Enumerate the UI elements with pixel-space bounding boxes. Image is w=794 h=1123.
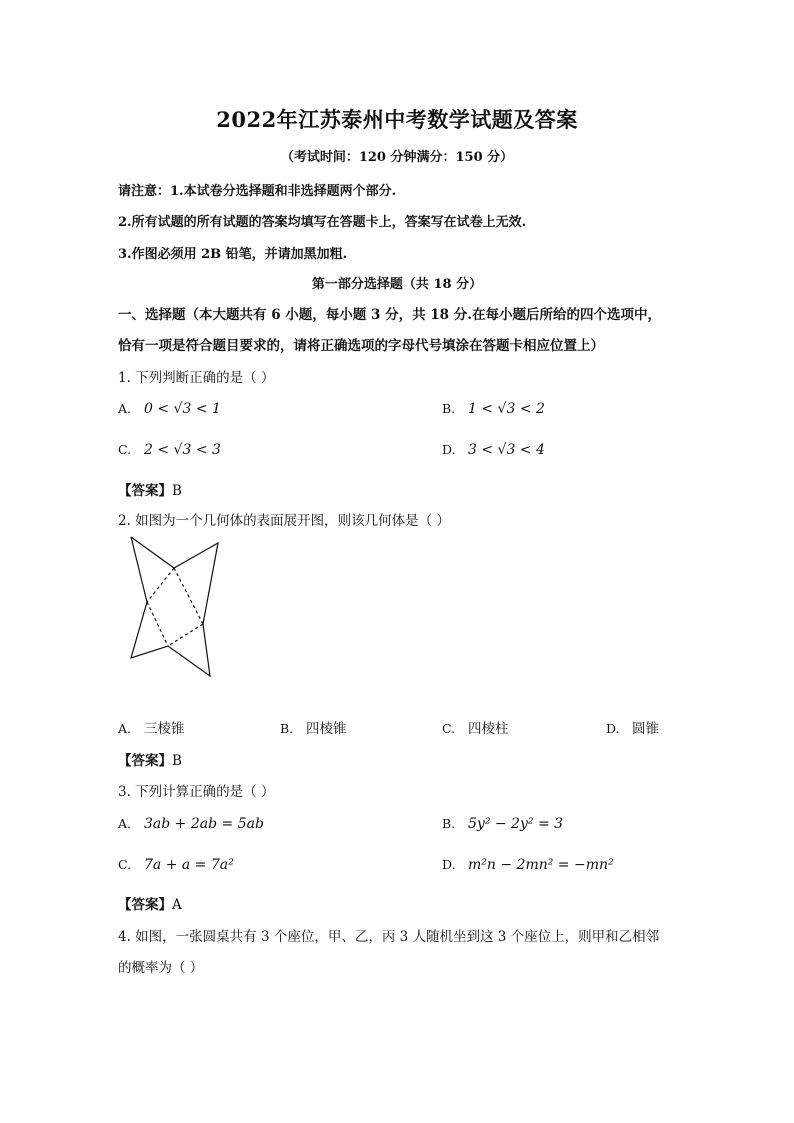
net-dashed-edge-3 [147,602,168,646]
question-3-option-b: B. 5y² − 2y² = 3 [442,816,564,832]
net-dashed-edge-1 [147,568,174,602]
question-1-answer: 【答案】B [118,483,182,499]
instruction-line-1: 一、选择题（本大题共有 6 小题，每小题 3 分，共 18 分.在每小题后所给的四个选项中， [118,307,661,323]
page-title: 2022年江苏泰州中考数学试题及答案 [216,107,578,132]
question-2-option-c: C. 四棱柱 [442,721,509,737]
note-line-2: 2.所有试题的所有试题的答案均填写在答题卡上，答案写在试卷上无效. [118,215,527,230]
question-1-option-d: D. 3 < √3 < 4 [442,442,545,458]
question-1-option-b: B. 1 < √3 < 2 [442,401,545,417]
instruction-line-2: 恰有一项是符合题目要求的，请将正确选项的字母代号填涂在答题卡相应位置上） [118,338,604,354]
section-title: 第一部分选择题（共 18 分） [311,277,483,292]
question-2-answer: 【答案】B [118,753,182,769]
question-2-option-d: D. 圆锥 [606,721,659,737]
question-1-option-c: C. 2 < √3 < 3 [118,442,221,458]
question-3-stem: 3. 下列计算正确的是（ ） [118,784,275,800]
net-dashed-edge-2 [174,568,203,624]
net-outline [131,537,218,676]
question-4-stem-line-1: 4. 如图，一张圆桌共有 3 个座位，甲、乙，丙 3 人随机坐到这 3 个座位上，则甲和乙相邻 [118,929,660,945]
question-3-option-d: D. m²n − 2mn² = −mn² [442,857,614,873]
question-3-option-c: C. 7a + a = 7a² [118,857,234,873]
question-1-option-a: A. 0 < √3 < 1 [118,401,221,417]
question-2-option-a: A. 三棱锥 [118,721,185,737]
net-diagram [128,534,224,680]
net-dashed-edge-4 [168,624,203,646]
question-3-option-a: A. 3ab + 2ab = 5ab [118,816,264,832]
question-3-answer: 【答案】A [118,897,182,913]
exam-info: （考试时间：120 分钟满分：150 分） [280,150,514,165]
question-1-stem: 1. 下列判断正确的是（ ） [118,370,275,386]
question-2-stem: 2. 如图为一个几何体的表面展开图，则该几何体是（ ） [118,513,450,529]
question-4-stem-line-2: 的概率为（ ） [118,960,204,976]
question-2-option-b: B. 四棱锥 [280,721,347,737]
note-line-1: 请注意：1.本试卷分选择题和非选择题两个部分. [118,184,397,199]
note-line-3: 3.作图必须用 2B 铅笔，并请加黑加粗. [118,247,348,262]
